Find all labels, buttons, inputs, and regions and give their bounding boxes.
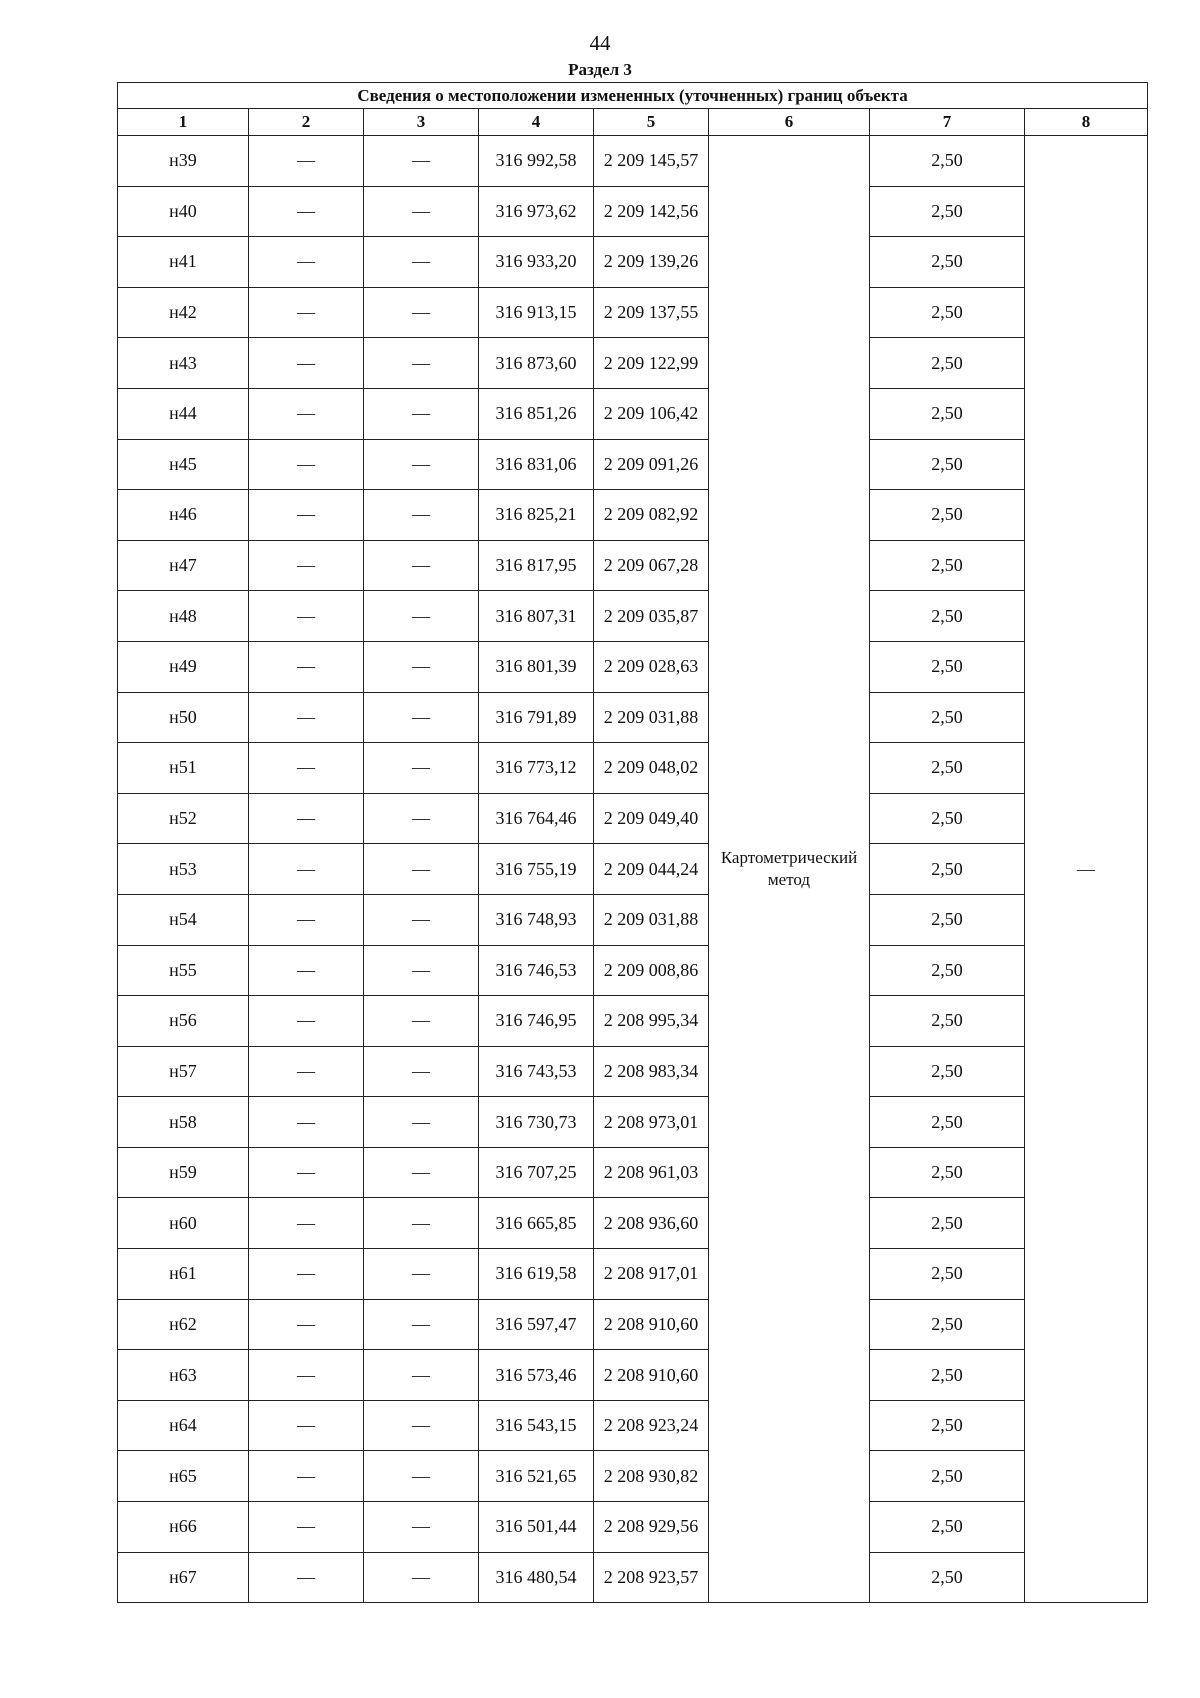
column-2-dash-cell: — xyxy=(249,1502,364,1553)
y-coordinate-cell: 2 208 961,03 xyxy=(594,1147,709,1198)
column-3-dash-cell: — xyxy=(364,1097,479,1148)
accuracy-cell: 2,50 xyxy=(870,1249,1025,1300)
column-2-dash-cell: — xyxy=(249,136,364,187)
column-3-dash-cell: — xyxy=(364,186,479,237)
y-coordinate-cell: 2 209 122,99 xyxy=(594,338,709,389)
column-2-dash-cell: — xyxy=(249,996,364,1047)
table-row xyxy=(118,692,1148,743)
accuracy-cell: 2,50 xyxy=(870,186,1025,237)
x-coordinate-cell: 316 773,12 xyxy=(479,743,594,794)
table-body xyxy=(118,136,1148,1603)
y-coordinate-cell: 2 208 973,01 xyxy=(594,1097,709,1148)
y-coordinate-cell: 2 208 930,82 xyxy=(594,1451,709,1502)
x-coordinate-cell: 316 992,58 xyxy=(479,136,594,187)
column-3-dash-cell: — xyxy=(364,1198,479,1249)
column-3-dash-cell: — xyxy=(364,591,479,642)
column-3-dash-cell: — xyxy=(364,1046,479,1097)
table-row xyxy=(118,1502,1148,1553)
point-name-cell: н64 xyxy=(118,1400,249,1451)
y-coordinate-cell: 2 209 082,92 xyxy=(594,490,709,541)
accuracy-cell: 2,50 xyxy=(870,1097,1025,1148)
column-2-dash-cell: — xyxy=(249,1451,364,1502)
point-name-cell: н47 xyxy=(118,540,249,591)
method-cell: Картометрический метод xyxy=(709,136,870,1603)
accuracy-cell: 2,50 xyxy=(870,641,1025,692)
column-3-dash-cell: — xyxy=(364,945,479,996)
point-name-cell: н56 xyxy=(118,996,249,1047)
column-3-dash-cell: — xyxy=(364,287,479,338)
accuracy-cell: 2,50 xyxy=(870,1198,1025,1249)
accuracy-cell: 2,50 xyxy=(870,338,1025,389)
table-row xyxy=(118,844,1148,895)
accuracy-cell: 2,50 xyxy=(870,1350,1025,1401)
table-row xyxy=(118,1299,1148,1350)
point-name-cell: н55 xyxy=(118,945,249,996)
column-number-row xyxy=(118,109,1148,136)
column-2-dash-cell: — xyxy=(249,793,364,844)
x-coordinate-cell: 316 748,93 xyxy=(479,894,594,945)
column-3-dash-cell: — xyxy=(364,844,479,895)
y-coordinate-cell: 2 208 929,56 xyxy=(594,1502,709,1553)
column-3-dash-cell: — xyxy=(364,136,479,187)
accuracy-cell: 2,50 xyxy=(870,1147,1025,1198)
column-3-dash-cell: — xyxy=(364,1502,479,1553)
point-name-cell: н60 xyxy=(118,1198,249,1249)
column-3-dash-cell: — xyxy=(364,1249,479,1300)
point-name-cell: н44 xyxy=(118,388,249,439)
y-coordinate-cell: 2 209 142,56 xyxy=(594,186,709,237)
column-2-dash-cell: — xyxy=(249,439,364,490)
table-row xyxy=(118,1097,1148,1148)
y-coordinate-cell: 2 209 139,26 xyxy=(594,237,709,288)
table-row xyxy=(118,1147,1148,1198)
table-row xyxy=(118,439,1148,490)
column-2-dash-cell: — xyxy=(249,1097,364,1148)
column-2-dash-cell: — xyxy=(249,388,364,439)
point-name-cell: н58 xyxy=(118,1097,249,1148)
y-coordinate-cell: 2 208 923,24 xyxy=(594,1400,709,1451)
column-2-dash-cell: — xyxy=(249,743,364,794)
column-3-dash-cell: — xyxy=(364,894,479,945)
x-coordinate-cell: 316 480,54 xyxy=(479,1552,594,1603)
point-name-cell: н46 xyxy=(118,490,249,541)
column-number-6: 6 xyxy=(709,109,870,136)
point-name-cell: н52 xyxy=(118,793,249,844)
column-3-dash-cell: — xyxy=(364,692,479,743)
table-row xyxy=(118,136,1148,187)
column-2-dash-cell: — xyxy=(249,540,364,591)
page-number: 44 xyxy=(589,31,611,55)
y-coordinate-cell: 2 209 106,42 xyxy=(594,388,709,439)
x-coordinate-cell: 316 973,62 xyxy=(479,186,594,237)
accuracy-cell: 2,50 xyxy=(870,136,1025,187)
column-3-dash-cell: — xyxy=(364,490,479,541)
column-2-dash-cell: — xyxy=(249,641,364,692)
x-coordinate-cell: 316 743,53 xyxy=(479,1046,594,1097)
column-3-dash-cell: — xyxy=(364,237,479,288)
column-2-dash-cell: — xyxy=(249,338,364,389)
y-coordinate-cell: 2 209 031,88 xyxy=(594,894,709,945)
table-row xyxy=(118,1451,1148,1502)
coordinates-table xyxy=(117,82,1148,1603)
column-3-dash-cell: — xyxy=(364,743,479,794)
column-number-2: 2 xyxy=(249,109,364,136)
table-row xyxy=(118,894,1148,945)
table-row xyxy=(118,237,1148,288)
table-row xyxy=(118,1046,1148,1097)
accuracy-cell: 2,50 xyxy=(870,1502,1025,1553)
x-coordinate-cell: 316 521,65 xyxy=(479,1451,594,1502)
y-coordinate-cell: 2 208 983,34 xyxy=(594,1046,709,1097)
column-number-4: 4 xyxy=(479,109,594,136)
point-name-cell: н49 xyxy=(118,641,249,692)
point-name-cell: н54 xyxy=(118,894,249,945)
table-row xyxy=(118,641,1148,692)
column-3-dash-cell: — xyxy=(364,996,479,1047)
column-2-dash-cell: — xyxy=(249,945,364,996)
x-coordinate-cell: 316 543,15 xyxy=(479,1400,594,1451)
y-coordinate-cell: 2 209 028,63 xyxy=(594,641,709,692)
accuracy-cell: 2,50 xyxy=(870,743,1025,794)
column-3-dash-cell: — xyxy=(364,439,479,490)
y-coordinate-cell: 2 208 995,34 xyxy=(594,996,709,1047)
y-coordinate-cell: 2 208 910,60 xyxy=(594,1299,709,1350)
column-3-dash-cell: — xyxy=(364,1299,479,1350)
x-coordinate-cell: 316 746,95 xyxy=(479,996,594,1047)
point-name-cell: н45 xyxy=(118,439,249,490)
table-caption: Сведения о местоположении измененных (уточненных) границ объекта xyxy=(118,83,1148,109)
column-number-8: 8 xyxy=(1025,109,1148,136)
x-coordinate-cell: 316 913,15 xyxy=(479,287,594,338)
column-2-dash-cell: — xyxy=(249,1400,364,1451)
accuracy-cell: 2,50 xyxy=(870,439,1025,490)
accuracy-cell: 2,50 xyxy=(870,1299,1025,1350)
column-3-dash-cell: — xyxy=(364,1147,479,1198)
column-2-dash-cell: — xyxy=(249,1249,364,1300)
x-coordinate-cell: 316 597,47 xyxy=(479,1299,594,1350)
table-row xyxy=(118,1400,1148,1451)
point-name-cell: н62 xyxy=(118,1299,249,1350)
point-name-cell: н63 xyxy=(118,1350,249,1401)
y-coordinate-cell: 2 209 048,02 xyxy=(594,743,709,794)
accuracy-cell: 2,50 xyxy=(870,388,1025,439)
y-coordinate-cell: 2 209 145,57 xyxy=(594,136,709,187)
table-row xyxy=(118,743,1148,794)
point-name-cell: н53 xyxy=(118,844,249,895)
point-name-cell: н40 xyxy=(118,186,249,237)
x-coordinate-cell: 316 501,44 xyxy=(479,1502,594,1553)
accuracy-cell: 2,50 xyxy=(870,237,1025,288)
column-number-1: 1 xyxy=(118,109,249,136)
table-row xyxy=(118,388,1148,439)
y-coordinate-cell: 2 209 031,88 xyxy=(594,692,709,743)
table-row xyxy=(118,1350,1148,1401)
accuracy-cell: 2,50 xyxy=(870,1046,1025,1097)
y-coordinate-cell: 2 209 035,87 xyxy=(594,591,709,642)
accuracy-cell: 2,50 xyxy=(870,591,1025,642)
accuracy-cell: 2,50 xyxy=(870,1400,1025,1451)
column-3-dash-cell: — xyxy=(364,1400,479,1451)
accuracy-cell: 2,50 xyxy=(870,1552,1025,1603)
column-2-dash-cell: — xyxy=(249,287,364,338)
x-coordinate-cell: 316 817,95 xyxy=(479,540,594,591)
y-coordinate-cell: 2 208 917,01 xyxy=(594,1249,709,1300)
y-coordinate-cell: 2 209 137,55 xyxy=(594,287,709,338)
x-coordinate-cell: 316 801,39 xyxy=(479,641,594,692)
column-2-dash-cell: — xyxy=(249,186,364,237)
y-coordinate-cell: 2 208 910,60 xyxy=(594,1350,709,1401)
section-title: Раздел 3 xyxy=(568,60,632,79)
table-row xyxy=(118,1249,1148,1300)
point-name-cell: н42 xyxy=(118,287,249,338)
column-2-dash-cell: — xyxy=(249,894,364,945)
x-coordinate-cell: 316 573,46 xyxy=(479,1350,594,1401)
table-row xyxy=(118,1552,1148,1603)
accuracy-cell: 2,50 xyxy=(870,793,1025,844)
y-coordinate-cell: 2 208 923,57 xyxy=(594,1552,709,1603)
column-3-dash-cell: — xyxy=(364,1350,479,1401)
column-3-dash-cell: — xyxy=(364,1552,479,1603)
column-3-dash-cell: — xyxy=(364,793,479,844)
x-coordinate-cell: 316 873,60 xyxy=(479,338,594,389)
table-row xyxy=(118,591,1148,642)
table-row xyxy=(118,793,1148,844)
x-coordinate-cell: 316 851,26 xyxy=(479,388,594,439)
y-coordinate-cell: 2 209 044,24 xyxy=(594,844,709,895)
table-row xyxy=(118,490,1148,541)
accuracy-cell: 2,50 xyxy=(870,844,1025,895)
point-name-cell: н48 xyxy=(118,591,249,642)
column-2-dash-cell: — xyxy=(249,692,364,743)
accuracy-cell: 2,50 xyxy=(870,1451,1025,1502)
column-3-dash-cell: — xyxy=(364,1451,479,1502)
x-coordinate-cell: 316 746,53 xyxy=(479,945,594,996)
accuracy-cell: 2,50 xyxy=(870,540,1025,591)
table-row xyxy=(118,540,1148,591)
x-coordinate-cell: 316 791,89 xyxy=(479,692,594,743)
column-3-dash-cell: — xyxy=(364,540,479,591)
table-row xyxy=(118,338,1148,389)
column-2-dash-cell: — xyxy=(249,1299,364,1350)
column-number-3: 3 xyxy=(364,109,479,136)
column-2-dash-cell: — xyxy=(249,490,364,541)
y-coordinate-cell: 2 209 091,26 xyxy=(594,439,709,490)
point-name-cell: н41 xyxy=(118,237,249,288)
point-name-cell: н51 xyxy=(118,743,249,794)
column-2-dash-cell: — xyxy=(249,844,364,895)
column-3-dash-cell: — xyxy=(364,388,479,439)
point-name-cell: н59 xyxy=(118,1147,249,1198)
y-coordinate-cell: 2 209 008,86 xyxy=(594,945,709,996)
column-2-dash-cell: — xyxy=(249,1552,364,1603)
table-row xyxy=(118,945,1148,996)
point-name-cell: н43 xyxy=(118,338,249,389)
column-2-dash-cell: — xyxy=(249,1350,364,1401)
point-name-cell: н57 xyxy=(118,1046,249,1097)
accuracy-cell: 2,50 xyxy=(870,996,1025,1047)
column-3-dash-cell: — xyxy=(364,338,479,389)
column-3-dash-cell: — xyxy=(364,641,479,692)
x-coordinate-cell: 316 707,25 xyxy=(479,1147,594,1198)
accuracy-cell: 2,50 xyxy=(870,490,1025,541)
column-2-dash-cell: — xyxy=(249,1198,364,1249)
point-name-cell: н65 xyxy=(118,1451,249,1502)
x-coordinate-cell: 316 764,46 xyxy=(479,793,594,844)
column-2-dash-cell: — xyxy=(249,591,364,642)
table-row xyxy=(118,996,1148,1047)
point-name-cell: н67 xyxy=(118,1552,249,1603)
table-row xyxy=(118,186,1148,237)
column-2-dash-cell: — xyxy=(249,237,364,288)
table-row xyxy=(118,1198,1148,1249)
y-coordinate-cell: 2 208 936,60 xyxy=(594,1198,709,1249)
column-number-7: 7 xyxy=(870,109,1025,136)
x-coordinate-cell: 316 831,06 xyxy=(479,439,594,490)
y-coordinate-cell: 2 209 049,40 xyxy=(594,793,709,844)
x-coordinate-cell: 316 807,31 xyxy=(479,591,594,642)
x-coordinate-cell: 316 933,20 xyxy=(479,237,594,288)
accuracy-cell: 2,50 xyxy=(870,945,1025,996)
table-row xyxy=(118,287,1148,338)
point-name-cell: н50 xyxy=(118,692,249,743)
accuracy-cell: 2,50 xyxy=(870,287,1025,338)
column-2-dash-cell: — xyxy=(249,1046,364,1097)
x-coordinate-cell: 316 825,21 xyxy=(479,490,594,541)
point-name-cell: н61 xyxy=(118,1249,249,1300)
column-2-dash-cell: — xyxy=(249,1147,364,1198)
x-coordinate-cell: 316 755,19 xyxy=(479,844,594,895)
x-coordinate-cell: 316 665,85 xyxy=(479,1198,594,1249)
point-name-cell: н39 xyxy=(118,136,249,187)
accuracy-cell: 2,50 xyxy=(870,692,1025,743)
x-coordinate-cell: 316 730,73 xyxy=(479,1097,594,1148)
column-number-5: 5 xyxy=(594,109,709,136)
column-8-cell: — xyxy=(1025,136,1148,1603)
x-coordinate-cell: 316 619,58 xyxy=(479,1249,594,1300)
point-name-cell: н66 xyxy=(118,1502,249,1553)
y-coordinate-cell: 2 209 067,28 xyxy=(594,540,709,591)
accuracy-cell: 2,50 xyxy=(870,894,1025,945)
